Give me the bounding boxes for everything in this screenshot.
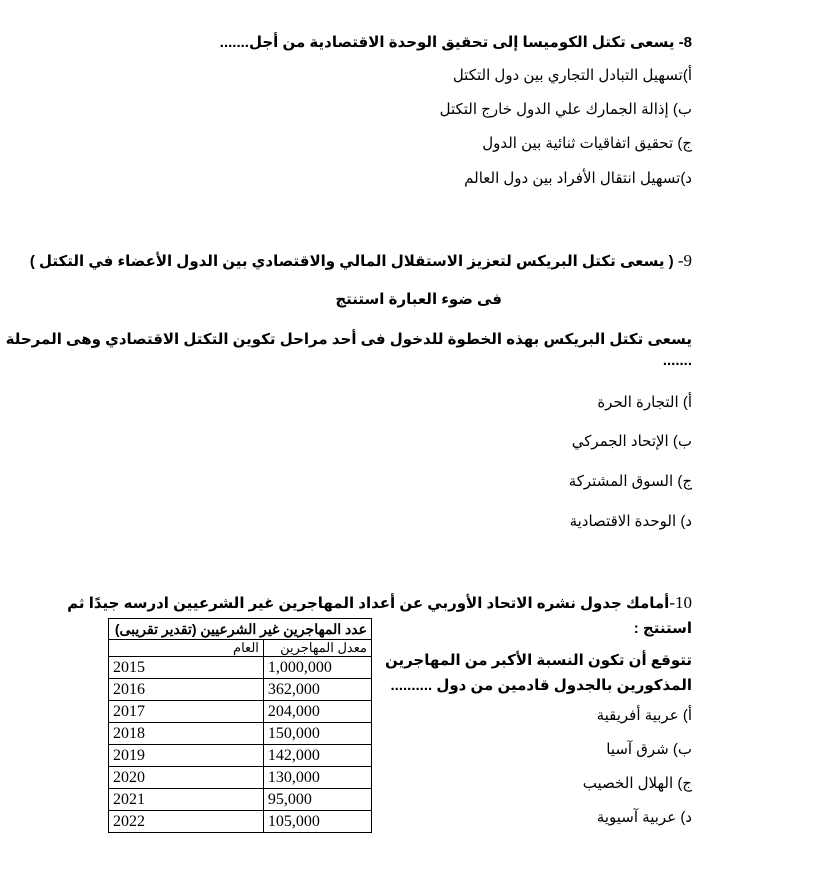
q10-number: 10- bbox=[669, 593, 692, 612]
q10-stem-text: أمامك جدول نشره الاتحاد الأوربي عن أعداد المهاجرين غير الشرعيين ادرسه جيدًا ثم bbox=[67, 595, 670, 612]
q8-stem: 8- يسعى تكتل الكوميسا إلى تحقيق الوحدة الاقتصادية من أجل....... bbox=[219, 34, 692, 51]
q8-option-a: أ)تسهيل التبادل التجاري بين دول التكتل bbox=[452, 67, 692, 84]
year-cell: 2015 bbox=[109, 657, 264, 679]
year-cell: 2017 bbox=[109, 701, 264, 723]
q9-option-b: ب) الإتحاد الجمركي bbox=[571, 433, 692, 450]
table-row bbox=[109, 657, 372, 679]
rate-cell: 105,000 bbox=[263, 811, 371, 833]
q8-option-d: د)تسهيل انتقال الأفراد بين دول العالم bbox=[464, 170, 692, 187]
q10-sub2: المذكورين بالجدول قادمين من دول .......... bbox=[390, 677, 692, 694]
year-cell: 2019 bbox=[109, 745, 264, 767]
migrants-table bbox=[108, 618, 372, 833]
year-cell: 2021 bbox=[109, 789, 264, 811]
rate-cell: 130,000 bbox=[263, 767, 371, 789]
q10-stem bbox=[67, 593, 692, 613]
col-rate-header: معدل المهاجرين bbox=[263, 640, 371, 657]
q10-option-d: د) عربية آسيوية bbox=[596, 809, 692, 826]
q8-option-c: ج) تحقيق اتفاقيات ثنائية بين الدول bbox=[482, 135, 692, 152]
q9-option-a: أ) التجارة الحرة bbox=[597, 394, 692, 411]
year-cell: 2016 bbox=[109, 679, 264, 701]
table-header: عدد المهاجرين غير الشرعيين (تقدير تقريبى) bbox=[109, 619, 372, 640]
q9-option-d: د) الوحدة الاقتصادية bbox=[569, 513, 692, 530]
col-year-header: العام bbox=[109, 640, 264, 657]
table-row bbox=[109, 679, 372, 701]
table-row bbox=[109, 811, 372, 833]
rate-cell: 150,000 bbox=[263, 723, 371, 745]
q10-stem2: استنتج : bbox=[633, 620, 692, 637]
q9-option-c: ج) السوق المشتركة bbox=[568, 473, 692, 490]
q9-line2: ....... bbox=[662, 352, 692, 369]
table-row bbox=[109, 745, 372, 767]
rate-cell: 142,000 bbox=[263, 745, 371, 767]
table-row bbox=[109, 789, 372, 811]
q9-instruction: فى ضوء العبارة استنتج bbox=[335, 291, 502, 308]
rate-cell: 362,000 bbox=[263, 679, 371, 701]
table-row bbox=[109, 701, 372, 723]
q10-sub1: تتوقع أن تكون النسبة الأكبر من المهاجرين bbox=[384, 652, 692, 669]
q10-option-b: ب) شرق آسيا bbox=[606, 741, 692, 758]
q10-option-a: أ) عربية أفريقية bbox=[596, 707, 692, 724]
q9-stem-text: ( يسعى تكتل البريكس لتعزيز الاستقلال المالي والاقتصادي بين الدول الأعضاء في التكتل ) bbox=[29, 253, 674, 270]
rate-cell: 95,000 bbox=[263, 789, 371, 811]
table-row bbox=[109, 767, 372, 789]
rate-cell: 204,000 bbox=[263, 701, 371, 723]
rate-cell: 1,000,000 bbox=[263, 657, 371, 679]
q9-stem bbox=[30, 251, 692, 271]
year-cell: 2022 bbox=[109, 811, 264, 833]
q8-option-b: ب) إذالة الجمارك علي الدول خارج التكتل bbox=[439, 101, 692, 118]
q9-line1: يسعى تكتل البريكس بهذه الخطوة للدخول فى أحد مراحل تكوين التكتل الاقتصادي وهى المرحلة bbox=[5, 331, 692, 348]
year-cell: 2018 bbox=[109, 723, 264, 745]
q10-option-c: ج) الهلال الخصيب bbox=[582, 775, 692, 792]
q9-number: 9- bbox=[677, 251, 692, 270]
table-row bbox=[109, 723, 372, 745]
year-cell: 2020 bbox=[109, 767, 264, 789]
